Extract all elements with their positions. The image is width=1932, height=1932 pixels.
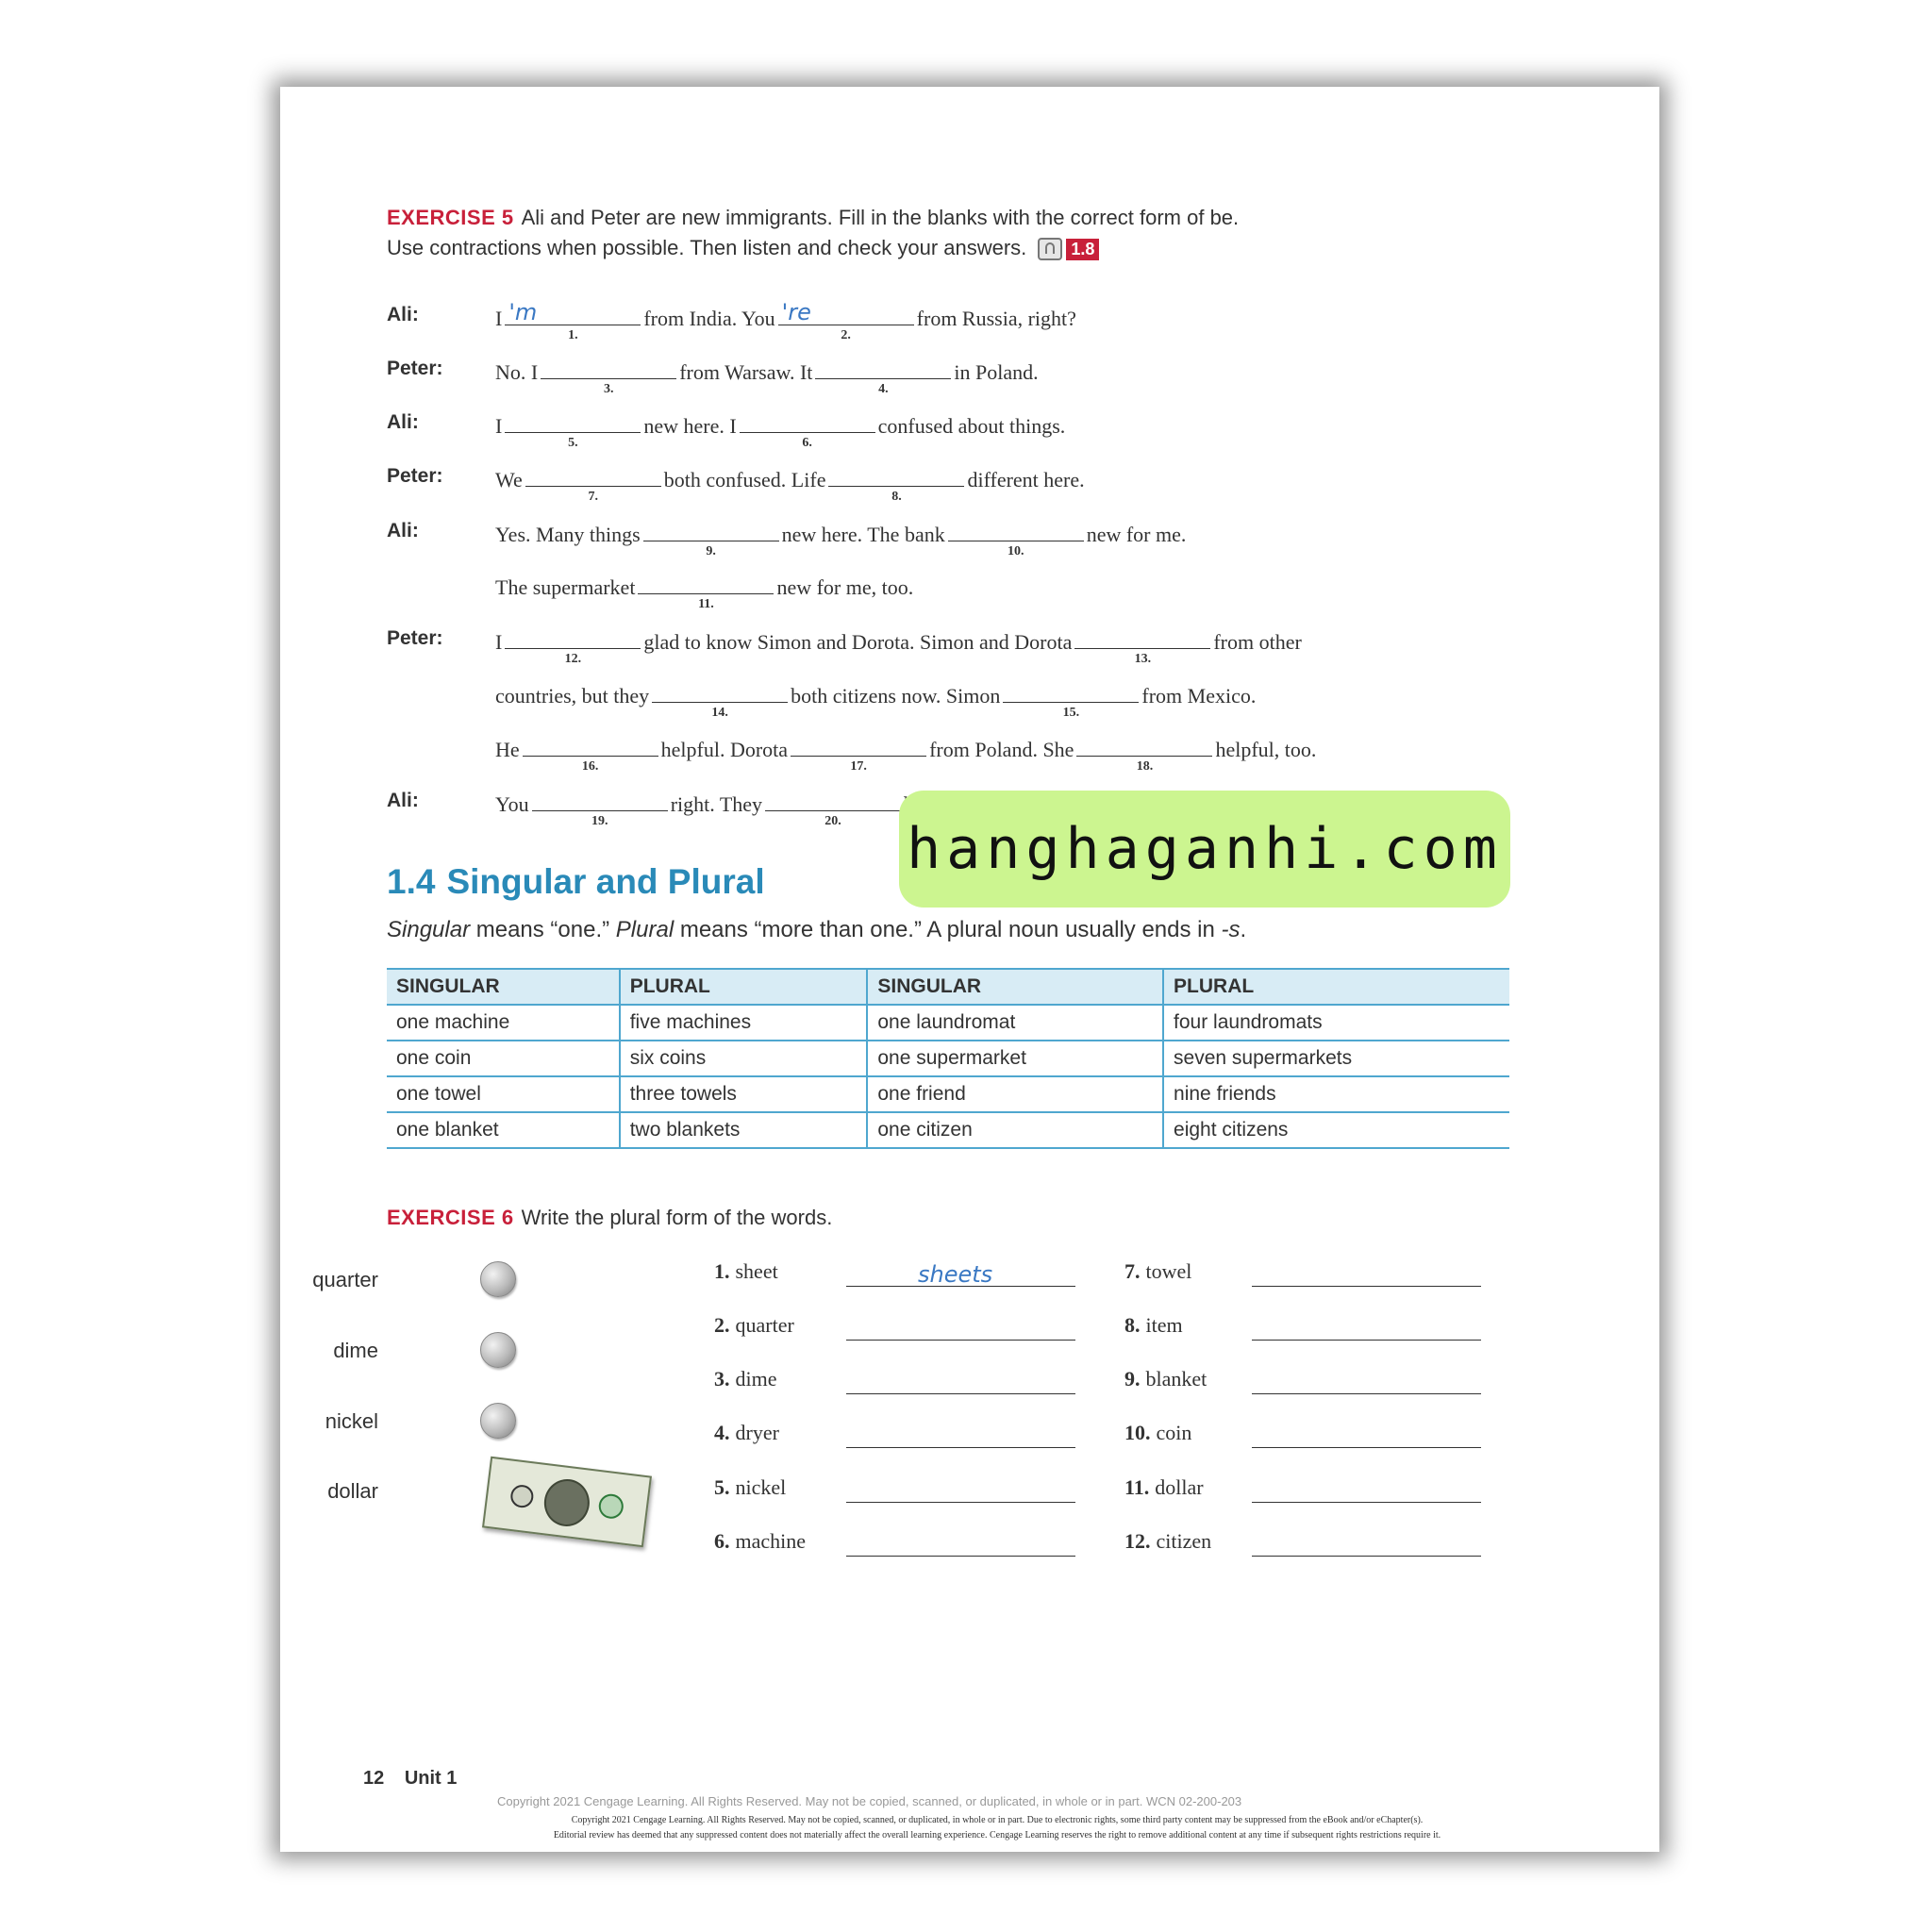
blank-number: 18. bbox=[1136, 759, 1154, 774]
speaker-label: Peter: bbox=[387, 627, 443, 649]
speaker-label: Peter: bbox=[387, 358, 443, 379]
bill-portrait-icon bbox=[541, 1476, 592, 1528]
section-title bbox=[387, 862, 765, 902]
exercise-5-label: EXERCISE 5 bbox=[387, 206, 514, 229]
answer-blank[interactable] bbox=[846, 1531, 1075, 1557]
blank-number: 3. bbox=[603, 382, 614, 396]
table-cell: one laundromat bbox=[867, 1005, 1163, 1041]
answer-blank[interactable] bbox=[1252, 1369, 1481, 1394]
table-cell: one machine bbox=[387, 1005, 620, 1041]
word-text: dryer bbox=[735, 1421, 779, 1444]
blank-number: 11. bbox=[698, 597, 714, 611]
dime-coin-icon bbox=[480, 1332, 516, 1368]
dialogue-text: from Warsaw. It bbox=[679, 360, 813, 384]
singular-plural-table bbox=[387, 968, 1509, 1149]
dialogue-text: from other bbox=[1213, 630, 1302, 654]
table-cell: one towel bbox=[387, 1076, 620, 1112]
word-number: 5. bbox=[714, 1475, 730, 1499]
answer-blank[interactable] bbox=[1252, 1423, 1481, 1448]
watermark-banner: hanghaganhi.com bbox=[899, 791, 1510, 908]
dialogue-line bbox=[495, 625, 1302, 666]
dialogue-text: The supermarket bbox=[495, 575, 636, 599]
table-header: PLURAL bbox=[1163, 969, 1509, 1005]
dialogue-line bbox=[495, 409, 1066, 450]
word-number: 1. bbox=[714, 1259, 730, 1283]
answer-blank[interactable] bbox=[765, 788, 901, 828]
word-number: 3. bbox=[714, 1367, 730, 1391]
blank-number: 16. bbox=[581, 759, 599, 774]
word-number: 4. bbox=[714, 1421, 730, 1444]
table-row bbox=[387, 1076, 1509, 1112]
answer-blank[interactable] bbox=[1003, 679, 1139, 720]
word-number: 8. bbox=[1124, 1313, 1141, 1337]
dialogue-text: right. They bbox=[670, 792, 763, 816]
answer-blank[interactable] bbox=[778, 299, 914, 342]
word-item bbox=[714, 1475, 786, 1500]
copyright-fine-print-2: Editorial review has deemed that any suppressed content does not materially affect the overall learning experience. Cengage Learning reserves the right to remove additional content at any time if subsequent rights restrictions require it. bbox=[553, 1830, 1441, 1840]
dialogue-text: countries, but they bbox=[495, 684, 650, 708]
answer-blank[interactable] bbox=[505, 409, 641, 450]
dialogue-line bbox=[495, 463, 1085, 504]
dialogue-text: helpful. Dorota bbox=[660, 738, 789, 761]
word-number: 10. bbox=[1124, 1421, 1151, 1444]
dialogue-line bbox=[495, 733, 1317, 774]
word-number: 6. bbox=[714, 1529, 730, 1553]
dialogue-text: new for me. bbox=[1086, 523, 1187, 546]
table-cell: five machines bbox=[620, 1005, 868, 1041]
bill-seal-icon bbox=[509, 1484, 535, 1509]
money-label-dime: dime bbox=[333, 1339, 378, 1362]
answer-blank[interactable] bbox=[505, 625, 641, 666]
blank-number: 10. bbox=[1007, 544, 1024, 558]
dialogue-text: from Poland. She bbox=[929, 738, 1074, 761]
unit-label: Unit 1 bbox=[404, 1768, 458, 1789]
blank-number: 7. bbox=[588, 490, 599, 504]
word-text: machine bbox=[735, 1529, 807, 1553]
word-number: 12. bbox=[1124, 1529, 1151, 1553]
table-cell: seven supermarkets bbox=[1163, 1041, 1509, 1076]
word-number: 7. bbox=[1124, 1259, 1141, 1283]
answer-blank[interactable] bbox=[846, 1315, 1075, 1341]
exercise-6-label: EXERCISE 6 bbox=[387, 1206, 514, 1229]
handwritten-answer: 're bbox=[781, 299, 811, 325]
table-cell: one friend bbox=[867, 1076, 1163, 1112]
dialogue-text: both confused. Life bbox=[663, 468, 826, 491]
dialogue-text: from India. You bbox=[643, 307, 775, 330]
blank-number: 1. bbox=[568, 328, 578, 342]
speaker-label: Peter: bbox=[387, 465, 443, 487]
dialogue-text: confused about things. bbox=[877, 414, 1066, 438]
dialogue-text: I bbox=[495, 630, 503, 654]
table-cell: one coin bbox=[387, 1041, 620, 1076]
word-item bbox=[1124, 1421, 1191, 1445]
exercise-5-instruction-line-2: Use contractions when possible. Then listen and check your answers. bbox=[387, 236, 1027, 259]
blank-number: 14. bbox=[711, 706, 728, 720]
textbook-page bbox=[280, 87, 1659, 1852]
section-number: 1.4 bbox=[387, 862, 436, 901]
dialogue-text: I bbox=[495, 414, 503, 438]
dialogue-text: in Poland. bbox=[954, 360, 1039, 384]
answer-blank[interactable] bbox=[815, 356, 951, 396]
word-text: citizen bbox=[1156, 1529, 1212, 1553]
exercise-6-instruction-text: Write the plural form of the words. bbox=[521, 1206, 833, 1229]
nickel-coin-icon bbox=[480, 1403, 516, 1439]
answer-blank[interactable] bbox=[652, 679, 788, 720]
word-item bbox=[1124, 1367, 1207, 1391]
headphones-icon[interactable] bbox=[1038, 238, 1062, 260]
intro-term-plural: Plural bbox=[615, 917, 675, 942]
dollar-bill-icon bbox=[482, 1457, 652, 1547]
money-label-quarter: quarter bbox=[312, 1268, 378, 1291]
dialogue-text: We bbox=[495, 468, 523, 491]
dialogue-line bbox=[495, 356, 1039, 396]
speaker-label: Ali: bbox=[387, 304, 419, 325]
dialogue-text: I bbox=[495, 307, 503, 330]
intro-text-1: means “one.” bbox=[470, 917, 616, 942]
table-cell: one supermarket bbox=[867, 1041, 1163, 1076]
answer-blank[interactable] bbox=[1074, 625, 1210, 666]
blank-number: 5. bbox=[568, 436, 578, 450]
table-cell: two blankets bbox=[620, 1112, 868, 1148]
speaker-label: Ali: bbox=[387, 790, 419, 811]
word-item bbox=[1124, 1259, 1191, 1284]
blank-number: 4. bbox=[878, 382, 889, 396]
section-intro bbox=[387, 917, 1246, 943]
dialogue-text: glad to know Simon and Dorota. Simon and Dorota bbox=[643, 630, 1073, 654]
blank-number: 8. bbox=[891, 490, 902, 504]
blank-number: 6. bbox=[802, 436, 812, 450]
page-footer bbox=[363, 1768, 457, 1790]
handwritten-answer: 'm bbox=[508, 299, 538, 325]
intro-suffix: -s bbox=[1221, 917, 1241, 942]
dialogue-line bbox=[495, 571, 914, 611]
word-item bbox=[1124, 1529, 1211, 1554]
dialogue-line bbox=[495, 299, 1076, 342]
blank-number: 19. bbox=[591, 814, 608, 828]
answer-blank[interactable] bbox=[525, 463, 661, 504]
table-header: SINGULAR bbox=[867, 969, 1163, 1005]
dialogue-text: You bbox=[495, 792, 529, 816]
word-item bbox=[714, 1367, 777, 1391]
exercise-6-instruction bbox=[387, 1206, 832, 1230]
table-cell: eight citizens bbox=[1163, 1112, 1509, 1148]
dialogue-text: Yes. Many things bbox=[495, 523, 641, 546]
answer-blank[interactable] bbox=[643, 518, 779, 558]
word-text: dollar bbox=[1155, 1475, 1204, 1499]
answer-blank[interactable] bbox=[828, 463, 964, 504]
table-cell: one blanket bbox=[387, 1112, 620, 1148]
word-text: blanket bbox=[1145, 1367, 1208, 1391]
table-cell: nine friends bbox=[1163, 1076, 1509, 1112]
word-text: coin bbox=[1156, 1421, 1192, 1444]
copyright-fine-print-1: Copyright 2021 Cengage Learning. All Rights Reserved. May not be copied, scanned, or duplicated, in whole or in part. Due to electronic rights, some third party content may be suppressed from the eBook and/or eChapter(s). bbox=[571, 1815, 1424, 1825]
word-item bbox=[1124, 1313, 1183, 1338]
answer-blank[interactable] bbox=[638, 571, 774, 611]
word-number: 2. bbox=[714, 1313, 730, 1337]
exercise-5-instruction bbox=[387, 206, 1239, 230]
blank-number: 2. bbox=[841, 328, 851, 342]
word-text: item bbox=[1145, 1313, 1183, 1337]
word-text: towel bbox=[1145, 1259, 1192, 1283]
money-label-dollar: dollar bbox=[327, 1479, 378, 1503]
table-cell: six coins bbox=[620, 1041, 868, 1076]
word-text: quarter bbox=[735, 1313, 794, 1337]
answer-blank[interactable] bbox=[523, 733, 658, 774]
answer-blank[interactable] bbox=[1252, 1315, 1481, 1341]
exercise-5-instruction-2 bbox=[387, 236, 1099, 260]
section-title-text: Singular and Plural bbox=[446, 862, 765, 901]
answer-blank[interactable] bbox=[1252, 1531, 1481, 1557]
page-number: 12 bbox=[363, 1768, 385, 1789]
intro-period: . bbox=[1240, 917, 1247, 942]
answer-blank[interactable] bbox=[1076, 733, 1212, 774]
table-row bbox=[387, 1005, 1509, 1041]
speaker-label: Ali: bbox=[387, 411, 419, 433]
dialogue-text: He bbox=[495, 738, 520, 761]
answer-blank[interactable] bbox=[846, 1261, 1075, 1287]
dialogue-text: No. I bbox=[495, 360, 539, 384]
answer-blank[interactable] bbox=[846, 1369, 1075, 1394]
word-item bbox=[714, 1313, 794, 1338]
answer-blank[interactable] bbox=[505, 299, 641, 342]
dialogue-text: new for me, too. bbox=[776, 575, 914, 599]
handwritten-answer: sheets bbox=[918, 1261, 993, 1288]
word-item bbox=[714, 1529, 806, 1554]
answer-blank[interactable] bbox=[740, 409, 875, 450]
word-item bbox=[714, 1421, 779, 1445]
dialogue-text: from Mexico. bbox=[1141, 684, 1257, 708]
dialogue-text: different here. bbox=[967, 468, 1085, 491]
money-label-nickel: nickel bbox=[325, 1409, 378, 1433]
dialogue-line bbox=[495, 518, 1187, 558]
blank-number: 17. bbox=[850, 759, 867, 774]
blank-number: 15. bbox=[1062, 706, 1080, 720]
answer-blank[interactable] bbox=[532, 788, 668, 828]
table-header: PLURAL bbox=[620, 969, 868, 1005]
dialogue-text: new here. I bbox=[643, 414, 737, 438]
word-number: 9. bbox=[1124, 1367, 1141, 1391]
answer-blank[interactable] bbox=[791, 733, 926, 774]
table-header-row bbox=[387, 969, 1509, 1005]
blank-number: 20. bbox=[824, 814, 841, 828]
blank-number: 13. bbox=[1134, 652, 1152, 666]
dialogue-text: from Russia, right? bbox=[916, 307, 1076, 330]
word-text: nickel bbox=[735, 1475, 787, 1499]
word-item bbox=[1124, 1475, 1204, 1500]
answer-blank[interactable] bbox=[541, 356, 676, 396]
intro-text-2: means “more than one.” A plural noun usually ends in bbox=[674, 917, 1222, 942]
answer-blank[interactable] bbox=[1252, 1477, 1481, 1503]
dialogue-text: both citizens now. Simon bbox=[791, 684, 1001, 708]
dialogue-line bbox=[495, 679, 1257, 720]
speaker-label: Ali: bbox=[387, 520, 419, 541]
blank-number: 9. bbox=[706, 544, 716, 558]
answer-blank[interactable] bbox=[846, 1423, 1075, 1448]
copyright-notice: Copyright 2021 Cengage Learning. All Rights Reserved. May not be copied, scanned, or duplicated, in whole or in part. WCN 02-200-203 bbox=[497, 1794, 1242, 1808]
table-row bbox=[387, 1112, 1509, 1148]
answer-blank[interactable] bbox=[846, 1477, 1075, 1503]
intro-term-singular: Singular bbox=[387, 917, 471, 942]
answer-blank[interactable] bbox=[948, 518, 1084, 558]
table-row bbox=[387, 1041, 1509, 1076]
answer-blank[interactable] bbox=[1252, 1261, 1481, 1287]
bill-treasury-seal-icon bbox=[597, 1492, 625, 1520]
table-header: SINGULAR bbox=[387, 969, 620, 1005]
dialogue-text: helpful, too. bbox=[1215, 738, 1317, 761]
table-cell: three towels bbox=[620, 1076, 868, 1112]
table-cell: one citizen bbox=[867, 1112, 1163, 1148]
word-number: 11. bbox=[1124, 1475, 1150, 1499]
word-text: sheet bbox=[735, 1259, 778, 1283]
word-text: dime bbox=[735, 1367, 777, 1391]
exercise-5-instruction-line-1: Ali and Peter are new immigrants. Fill in the blanks with the correct form of be. bbox=[521, 206, 1240, 229]
blank-number: 12. bbox=[564, 652, 582, 666]
dialogue-text: new here. The bank bbox=[781, 523, 945, 546]
word-item bbox=[714, 1259, 778, 1284]
quarter-coin-icon bbox=[480, 1261, 516, 1297]
table-cell: four laundromats bbox=[1163, 1005, 1509, 1041]
audio-track-badge[interactable]: 1.8 bbox=[1066, 239, 1099, 260]
